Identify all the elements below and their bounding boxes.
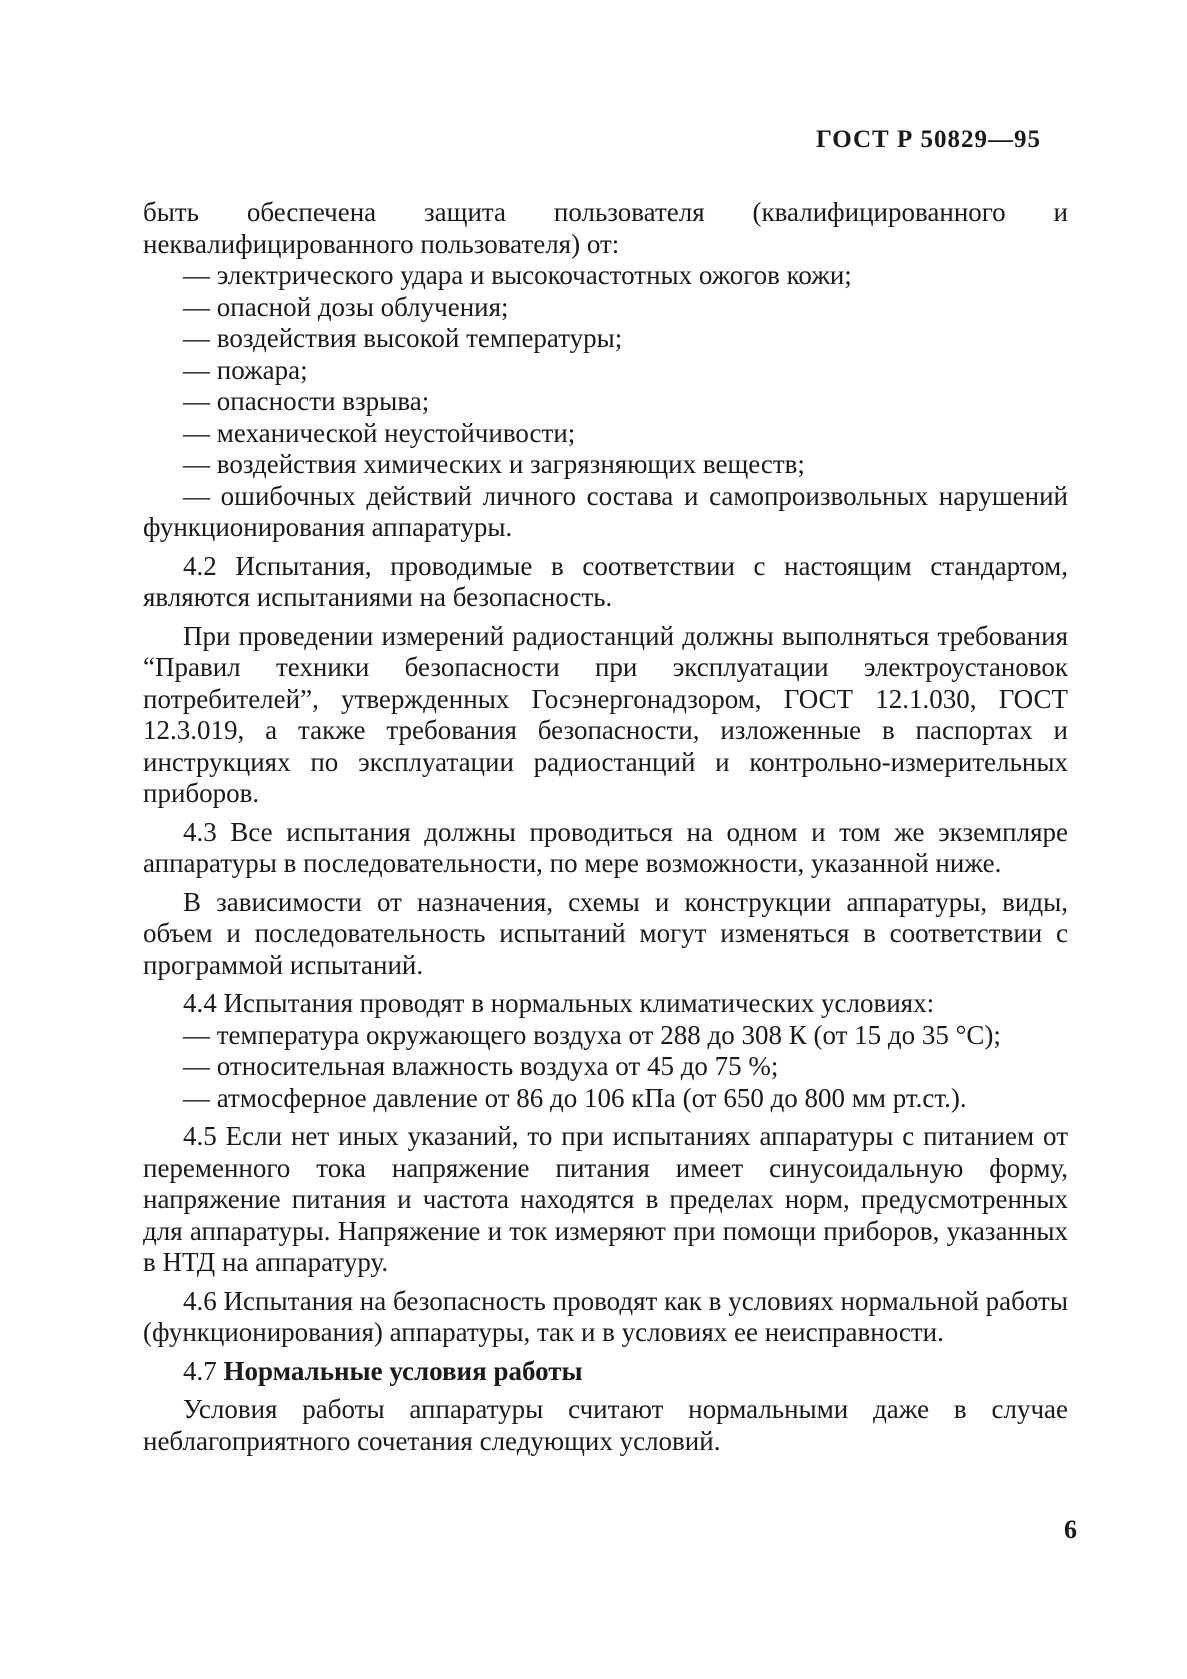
list-item: — температура окружающего воздуха от 288 до 308 К (от 15 до 35 °С); bbox=[183, 1019, 1001, 1050]
paragraph-safety-requirements: При проведении измерений радиостанций должны выполняться требования “Правил техники безопасности при эксплуатации электроустановок потребителей”, утвержденных Госэнергонадзором, ГОСТ 12.1.030, ГОСТ 12.3.019, а также требования безопасности, изложенные в паспортах и инструкциях по эксплуатации радиостанций и контрольно-измерительных приборов. bbox=[143, 620, 1068, 808]
list-item: — ошибочных действий личного состава и самопроизвольных нарушений функционирования аппаратуры. bbox=[143, 480, 1068, 542]
paragraph-4-3: 4.3 Все испытания должны проводиться на одном и том же экземпляре аппаратуры в последовательности, по мере возможности, указанной ниже. bbox=[143, 816, 1068, 878]
list-item: — относительная влажность воздуха от 45 до 75 %; bbox=[183, 1051, 779, 1081]
list-item: — электрического удара и высокочастотных ожогов кожи; bbox=[183, 260, 852, 290]
document-header: ГОСТ Р 50829—95 bbox=[815, 126, 1041, 153]
list-item: — пожара; bbox=[183, 354, 308, 385]
section-title: Нормальные условия работы bbox=[223, 1355, 583, 1386]
list-item: — воздействия высокой температуры; bbox=[183, 323, 623, 353]
paragraph-4-5: 4.5 Если нет иных указаний, то при испытаниях аппаратуры с питанием от переменного тока напряжение питания имеет синусоидальную форму, напряжение питания и частота находятся в пределах норм, предусмотренных для аппаратуры. Напряжение и ток измеряют при помощи приборов, указанных в НТД на аппаратуру. bbox=[143, 1121, 1068, 1277]
list-item: — опасности взрыва; bbox=[183, 386, 430, 416]
list-item: — атмосферное давление от 86 до 106 кПа (от 650 до 800 мм рт.ст.). bbox=[183, 1082, 967, 1113]
list-item: — опасной дозы облучения; bbox=[183, 291, 509, 322]
paragraph-4-2: 4.2 Испытания, проводимые в соответствии с настоящим стандартом, являются испытаниями на безопасность. bbox=[143, 550, 1068, 612]
paragraph-test-variation: В зависимости от назначения, схемы и конструкции аппаратуры, виды, объем и последовательность испытаний могут изменяться в соответствии с программой испытаний. bbox=[143, 886, 1068, 980]
section-number: 4.7 bbox=[183, 1355, 217, 1386]
paragraph-intro: быть обеспечена защита пользователя (квалифицированного и неквалифицированного пользователя) от: bbox=[143, 197, 1068, 259]
paragraph-normal-conditions: Условия работы аппаратуры считают нормальными даже в случае неблагоприятного сочетания следующих условий. bbox=[143, 1394, 1068, 1456]
section-heading-4-7 bbox=[143, 1356, 1068, 1388]
list-item: — воздействия химических и загрязняющих веществ; bbox=[183, 449, 805, 479]
paragraph-4-6: 4.6 Испытания на безопасность проводят как в условиях нормальной работы (функционирования) аппаратуры, так и в условиях ее неисправности. bbox=[143, 1285, 1068, 1347]
paragraph-4-4: 4.4 Испытания проводят в нормальных климатических условиях: bbox=[183, 988, 935, 1018]
document-body bbox=[143, 197, 1068, 1457]
page-number: 6 bbox=[1064, 1515, 1077, 1544]
list-item: — механической неустойчивости; bbox=[183, 417, 576, 448]
